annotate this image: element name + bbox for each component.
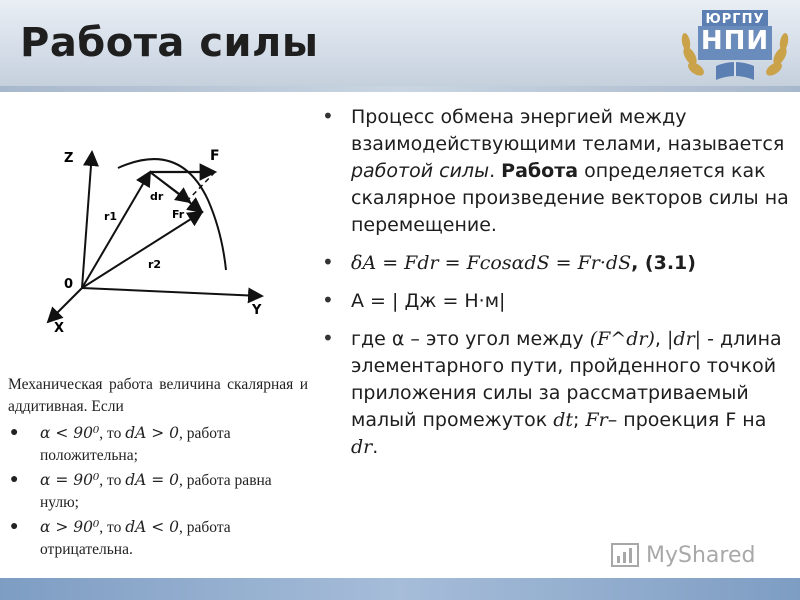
radius-vector-2 [82, 212, 202, 288]
caption-intro: Механическая работа величина скалярная и аддитивная. Если [8, 376, 308, 415]
x-label: X [54, 321, 65, 336]
caption-item: ● α > 90⁰, то dA < 0, работа отрицательна. [10, 518, 231, 558]
logo-main-text: НПИ [700, 26, 770, 56]
units-bullet [318, 288, 790, 315]
bullet-icon: • [322, 288, 334, 312]
title-stripe [0, 86, 800, 92]
work-vector-diagram [30, 120, 290, 340]
chart-logo-icon [610, 540, 640, 570]
main-content [318, 104, 790, 472]
watermark [610, 537, 755, 573]
caption-block [8, 374, 308, 563]
formula-number: , (3.1) [631, 252, 696, 274]
y-label: Y [252, 303, 262, 318]
title-bar [0, 0, 800, 92]
y-axis [82, 288, 262, 296]
r2-label: r2 [148, 258, 162, 271]
bullet-icon: ● [10, 425, 19, 440]
slide-title: Работа силы [20, 20, 319, 66]
x-axis [48, 288, 82, 322]
footer-bar [0, 578, 800, 600]
caption-item: ● α < 90⁰, то dA > 0, работа положительна; [10, 424, 231, 464]
bullet-icon: ● [10, 472, 19, 487]
caption-list [8, 422, 308, 561]
bullet-list [318, 104, 790, 461]
bullet-icon: ● [10, 519, 19, 534]
z-axis [82, 152, 92, 288]
university-logo [676, 6, 794, 90]
work-formula: δA = Fdr = FcosαdS = Fr·dS [351, 252, 632, 274]
z-label: Z [64, 151, 74, 166]
definition-bullet: • Процесс обмена энергией между взаимодействующими телами, называется работой силы. Работа определяется как скалярное произведение векторов силы на перемещение. [322, 104, 789, 236]
r1-label: r1 [104, 210, 118, 223]
radius-vector-1 [82, 172, 150, 288]
explanation-bullet: • где α – это угол между (F^dr), |dr| - длина элементарного пути, пройденного точкой приложения силы за рассматриваемый малый промежуток dt; Fr– проекция F на dr. [322, 326, 782, 458]
bullet-icon: • [322, 104, 334, 128]
caption-item: ● α = 90⁰, то dA = 0, работа равна нулю; [10, 471, 272, 511]
logo-top-text: ЮРГПУ [705, 12, 765, 27]
fr-label: Fr [172, 208, 185, 221]
origin-label: 0 [64, 277, 74, 292]
watermark-text: MyShared [646, 542, 756, 568]
units-text: А = | Дж = Н·м| [351, 290, 506, 312]
formula-bullet [318, 250, 790, 277]
force-label: F [210, 148, 220, 164]
dr-label: dr [150, 190, 164, 203]
bullet-icon: • [322, 250, 334, 274]
bullet-icon: • [322, 326, 334, 350]
